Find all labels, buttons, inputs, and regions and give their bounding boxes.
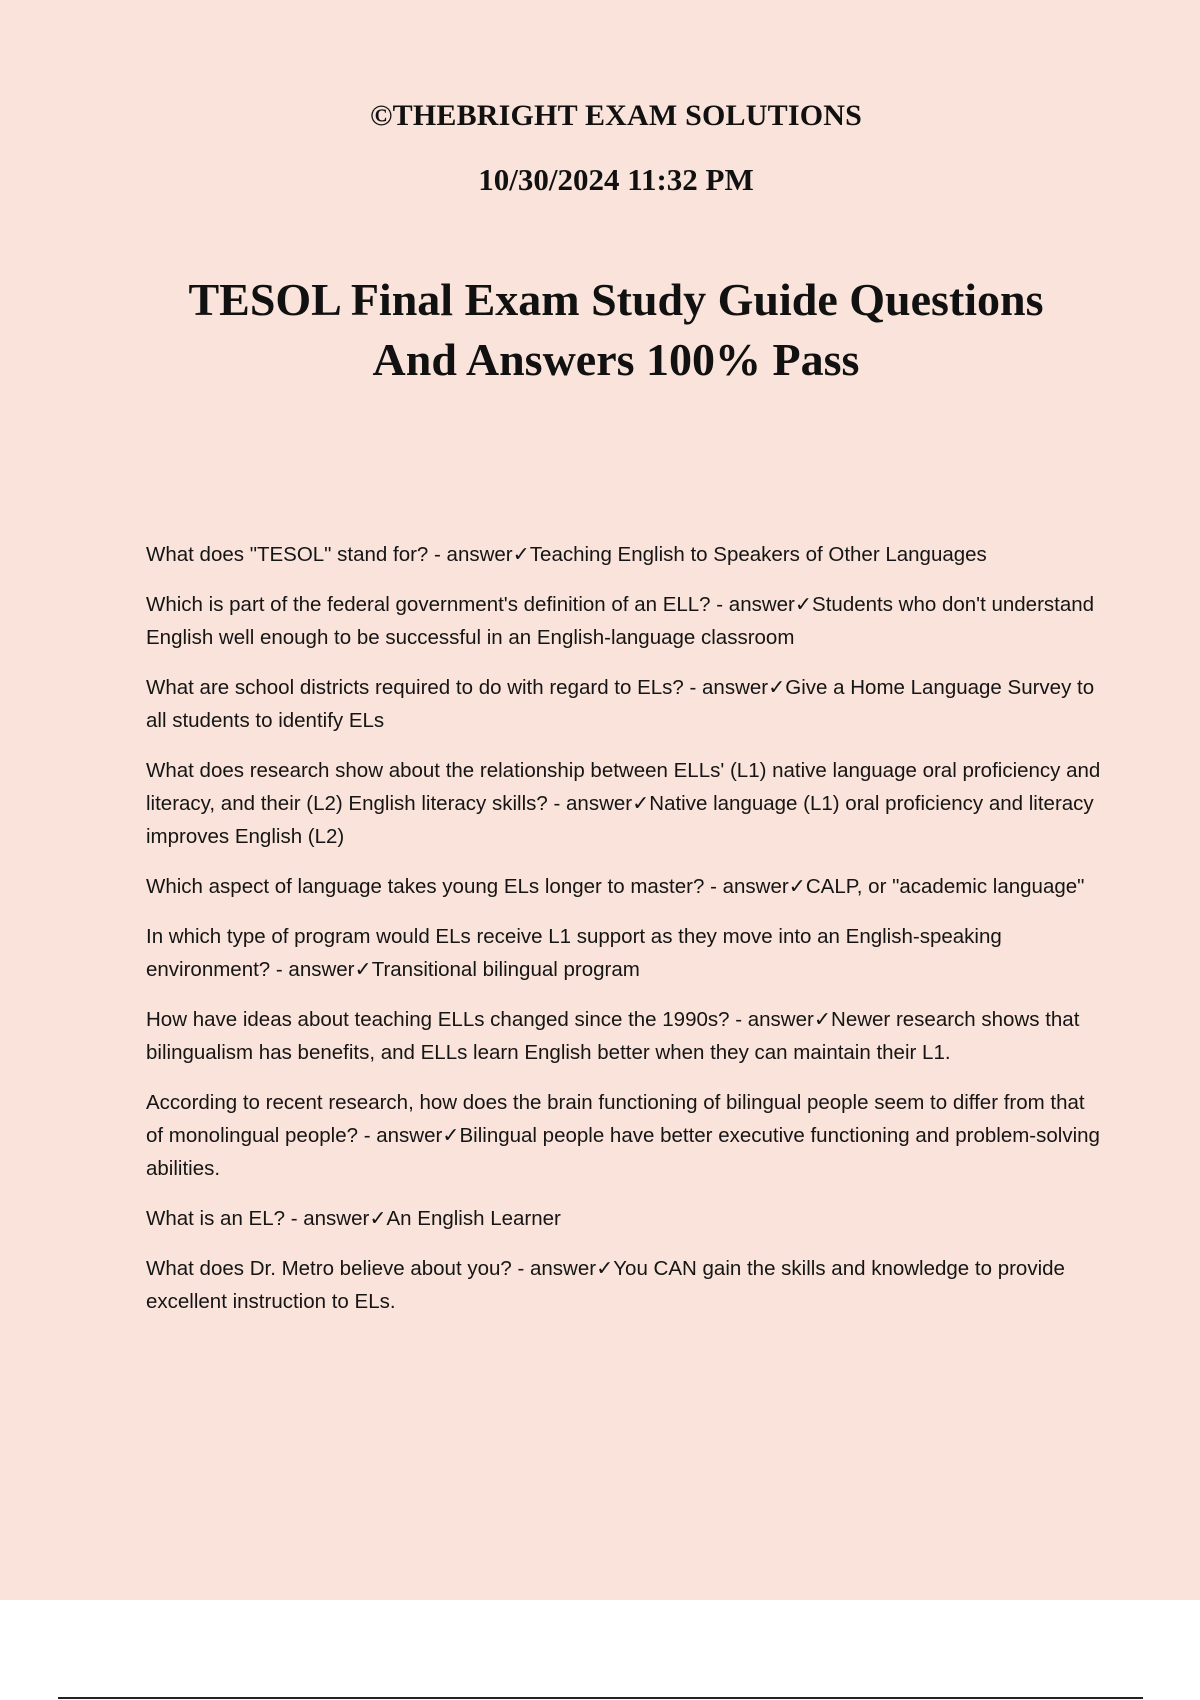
document-title-line-2: And Answers 100% Pass bbox=[372, 334, 860, 385]
qa-item: In which type of program would ELs receive L1 support as they move into an English-speaking environment? - answer✓Transitional bilingual program bbox=[146, 925, 1002, 981]
qa-item: Which aspect of language takes young ELs longer to master? - answer✓CALP, or "academic language" bbox=[146, 875, 1085, 898]
qa-item: What is an EL? - answer✓An English Learner bbox=[146, 1207, 561, 1230]
qa-list bbox=[146, 538, 1101, 1335]
header-brand: ©THEBRIGHT EXAM SOLUTIONS bbox=[370, 99, 862, 132]
qa-item: What does "TESOL" stand for? - answer✓Teaching English to Speakers of Other Languages bbox=[146, 543, 987, 566]
qa-item: Which is part of the federal government's definition of an ELL? - answer✓Students who don't understand English well enough to be successful in an English-language classroom bbox=[146, 593, 1095, 649]
document-title-line-1: TESOL Final Exam Study Guide Questions bbox=[188, 274, 1044, 325]
qa-item: What does Dr. Metro believe about you? - answer✓You CAN gain the skills and knowledge to provide excellent instruction to ELs. bbox=[146, 1257, 1065, 1313]
header-timestamp: 10/30/2024 11:32 PM bbox=[478, 162, 754, 197]
qa-item: According to recent research, how does the brain functioning of bilingual people seem to differ from that of monolingual people? - answer✓Bilingual people have better executive functioning and problem-solving abilities. bbox=[146, 1091, 1100, 1180]
qa-item: What does research show about the relationship between ELLs' (L1) native language oral proficiency and literacy, and their (L2) English literacy skills? - answer✓Native language (L1) oral proficiency and literacy improves English (L2) bbox=[146, 759, 1101, 848]
qa-item: How have ideas about teaching ELLs changed since the 1990s? - answer✓Newer research shows that bilingualism has benefits, and ELLs learn English better when they can maintain their L1. bbox=[146, 1008, 1080, 1064]
document-title bbox=[120, 270, 1112, 390]
qa-item: What are school districts required to do with regard to ELs? - answer✓Give a Home Language Survey to all students to identify ELs bbox=[146, 676, 1095, 732]
footer-divider bbox=[58, 1697, 1143, 1699]
